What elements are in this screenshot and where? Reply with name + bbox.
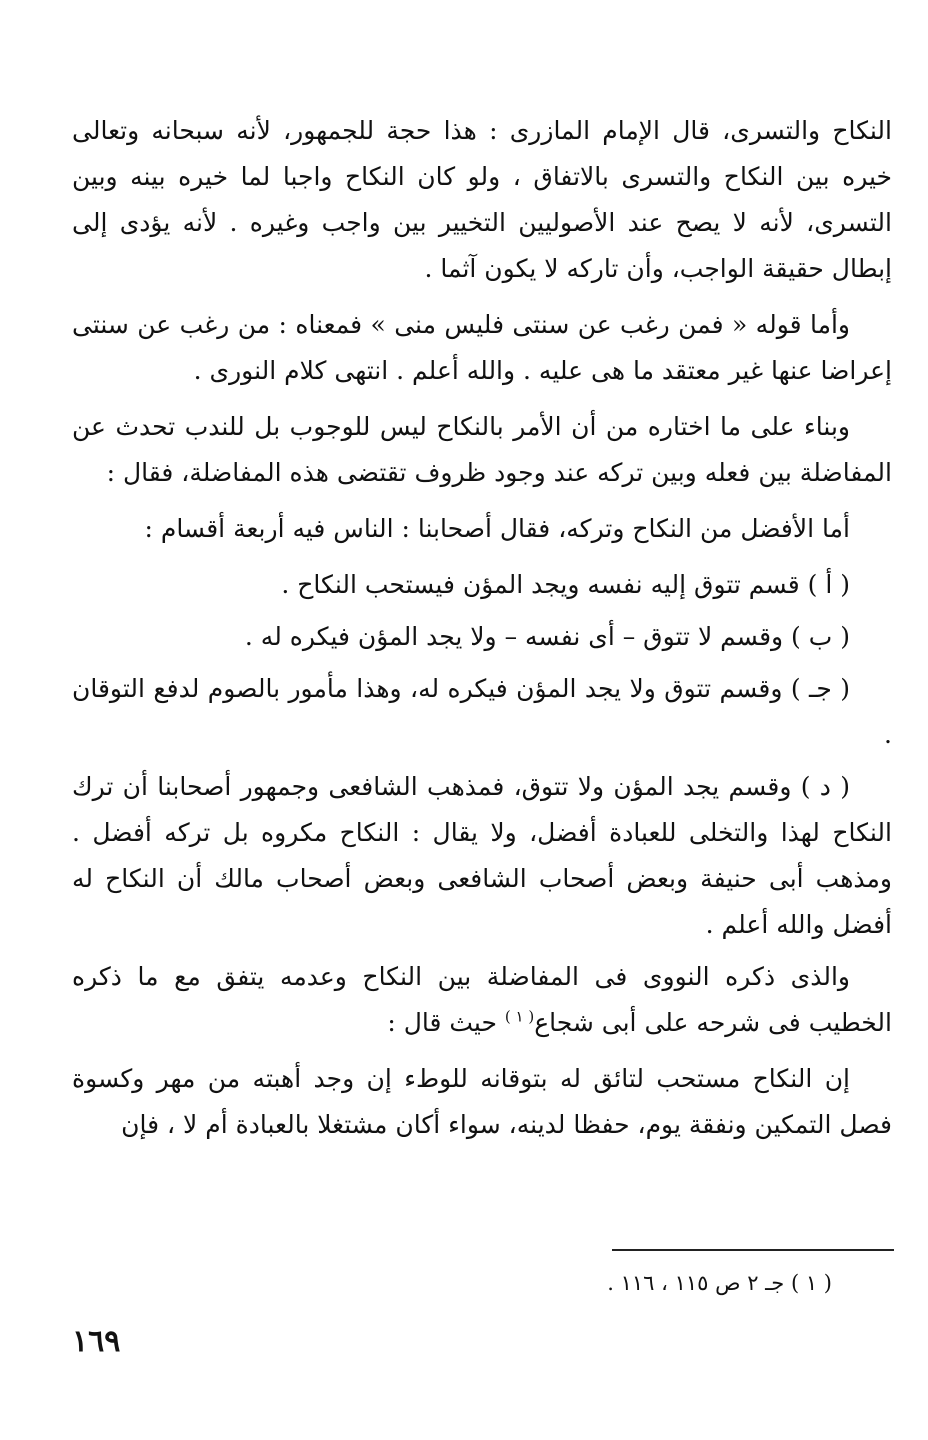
paragraph-hadith-meaning: وأما قوله « فمن رغب عن سنتى فليس منى » فمعناه : من رغب عن سنتى إعراضا عنها غير معتقد ما هى عليه . والله أعلم . انتهى كلام النورى . — [72, 310, 892, 385]
list-item-b: ( ب ) وقسم لا تتوق – أى نفسه – ولا يجد المؤن فيكره له . — [244, 622, 850, 651]
paragraph-preference-intro: وبناء على ما اختاره من أن الأمر بالنكاح ليس للوجوب بل للندب تحدث عن المفاضلة بين فعله وبين تركه عند وجود ظروف تقتضى هذه المفاضلة، فقال : — [72, 412, 892, 487]
paragraph-khatib-text-after: حيث قال : — [387, 1008, 505, 1037]
list-item-a: ( أ ) قسم تتوق إليه نفسه ويجد المؤن فيستحب النكاح . — [281, 570, 850, 599]
list-item-d: ( د ) وقسم يجد المؤن ولا تتوق، فمذهب الشافعى وجمهور أصحابنا أن ترك النكاح لهذا والتخلى للعبادة أفضل، ولا يقال : النكاح مكروه بل تركه أفضل . ومذهب أبى حنيفة وبعض أصحاب الشافعى وبعض أصحاب مالك أن النكاح له أفضل والله أعلم . — [72, 772, 892, 939]
page-number: ١٦٩ — [72, 1324, 121, 1359]
list-item-c: ( جـ ) وقسم تتوق ولا يجد المؤن فيكره له، وهذا مأمور بالصوم لدفع التوقان . — [72, 674, 892, 749]
paragraph-khatib-quote: إن النكاح مستحب لتائق له بتوقانه للوطء إن وجد أهبته من مهر وكسوة فصل التمكين ونفقة يوم، حفظا لدينه، سواء أكان مشتغلا بالعبادة أم لا ، فإن — [72, 1064, 892, 1139]
paragraph-khatib-text: والذى ذكره النووى فى المفاضلة بين النكاح وعدمه يتفق مع ما ذكره الخطيب فى شرحه على أبى شجاع — [72, 962, 892, 1037]
paragraph-four-categories: أما الأفضل من النكاح وتركه، فقال أصحابنا : الناس فيه أربعة أقسام : — [144, 514, 850, 543]
footnote-reference: ( ١ ) — [504, 1007, 535, 1026]
body-text — [72, 108, 892, 1158]
paragraph-khatib-reference — [72, 954, 892, 1046]
footnote: ( ١ ) جـ ٢ ص ١١٥ ، ١١٦ . — [607, 1271, 832, 1295]
footnote-divider — [612, 1249, 894, 1251]
paragraph-continuation: النكاح والتسرى، قال الإمام المازرى : هذا حجة للجمهور، لأنه سبحانه وتعالى خيره بين النكاح والتسرى بالاتفاق ، ولو كان النكاح واجبا لما خيره بينه وبين التسرى، لأنه لا يصح عند الأصوليين التخيير بين واجب وغيره . لأنه يؤدى إلى إبطال حقيقة الواجب، وأن تاركه لا يكون آثما . — [72, 116, 892, 283]
